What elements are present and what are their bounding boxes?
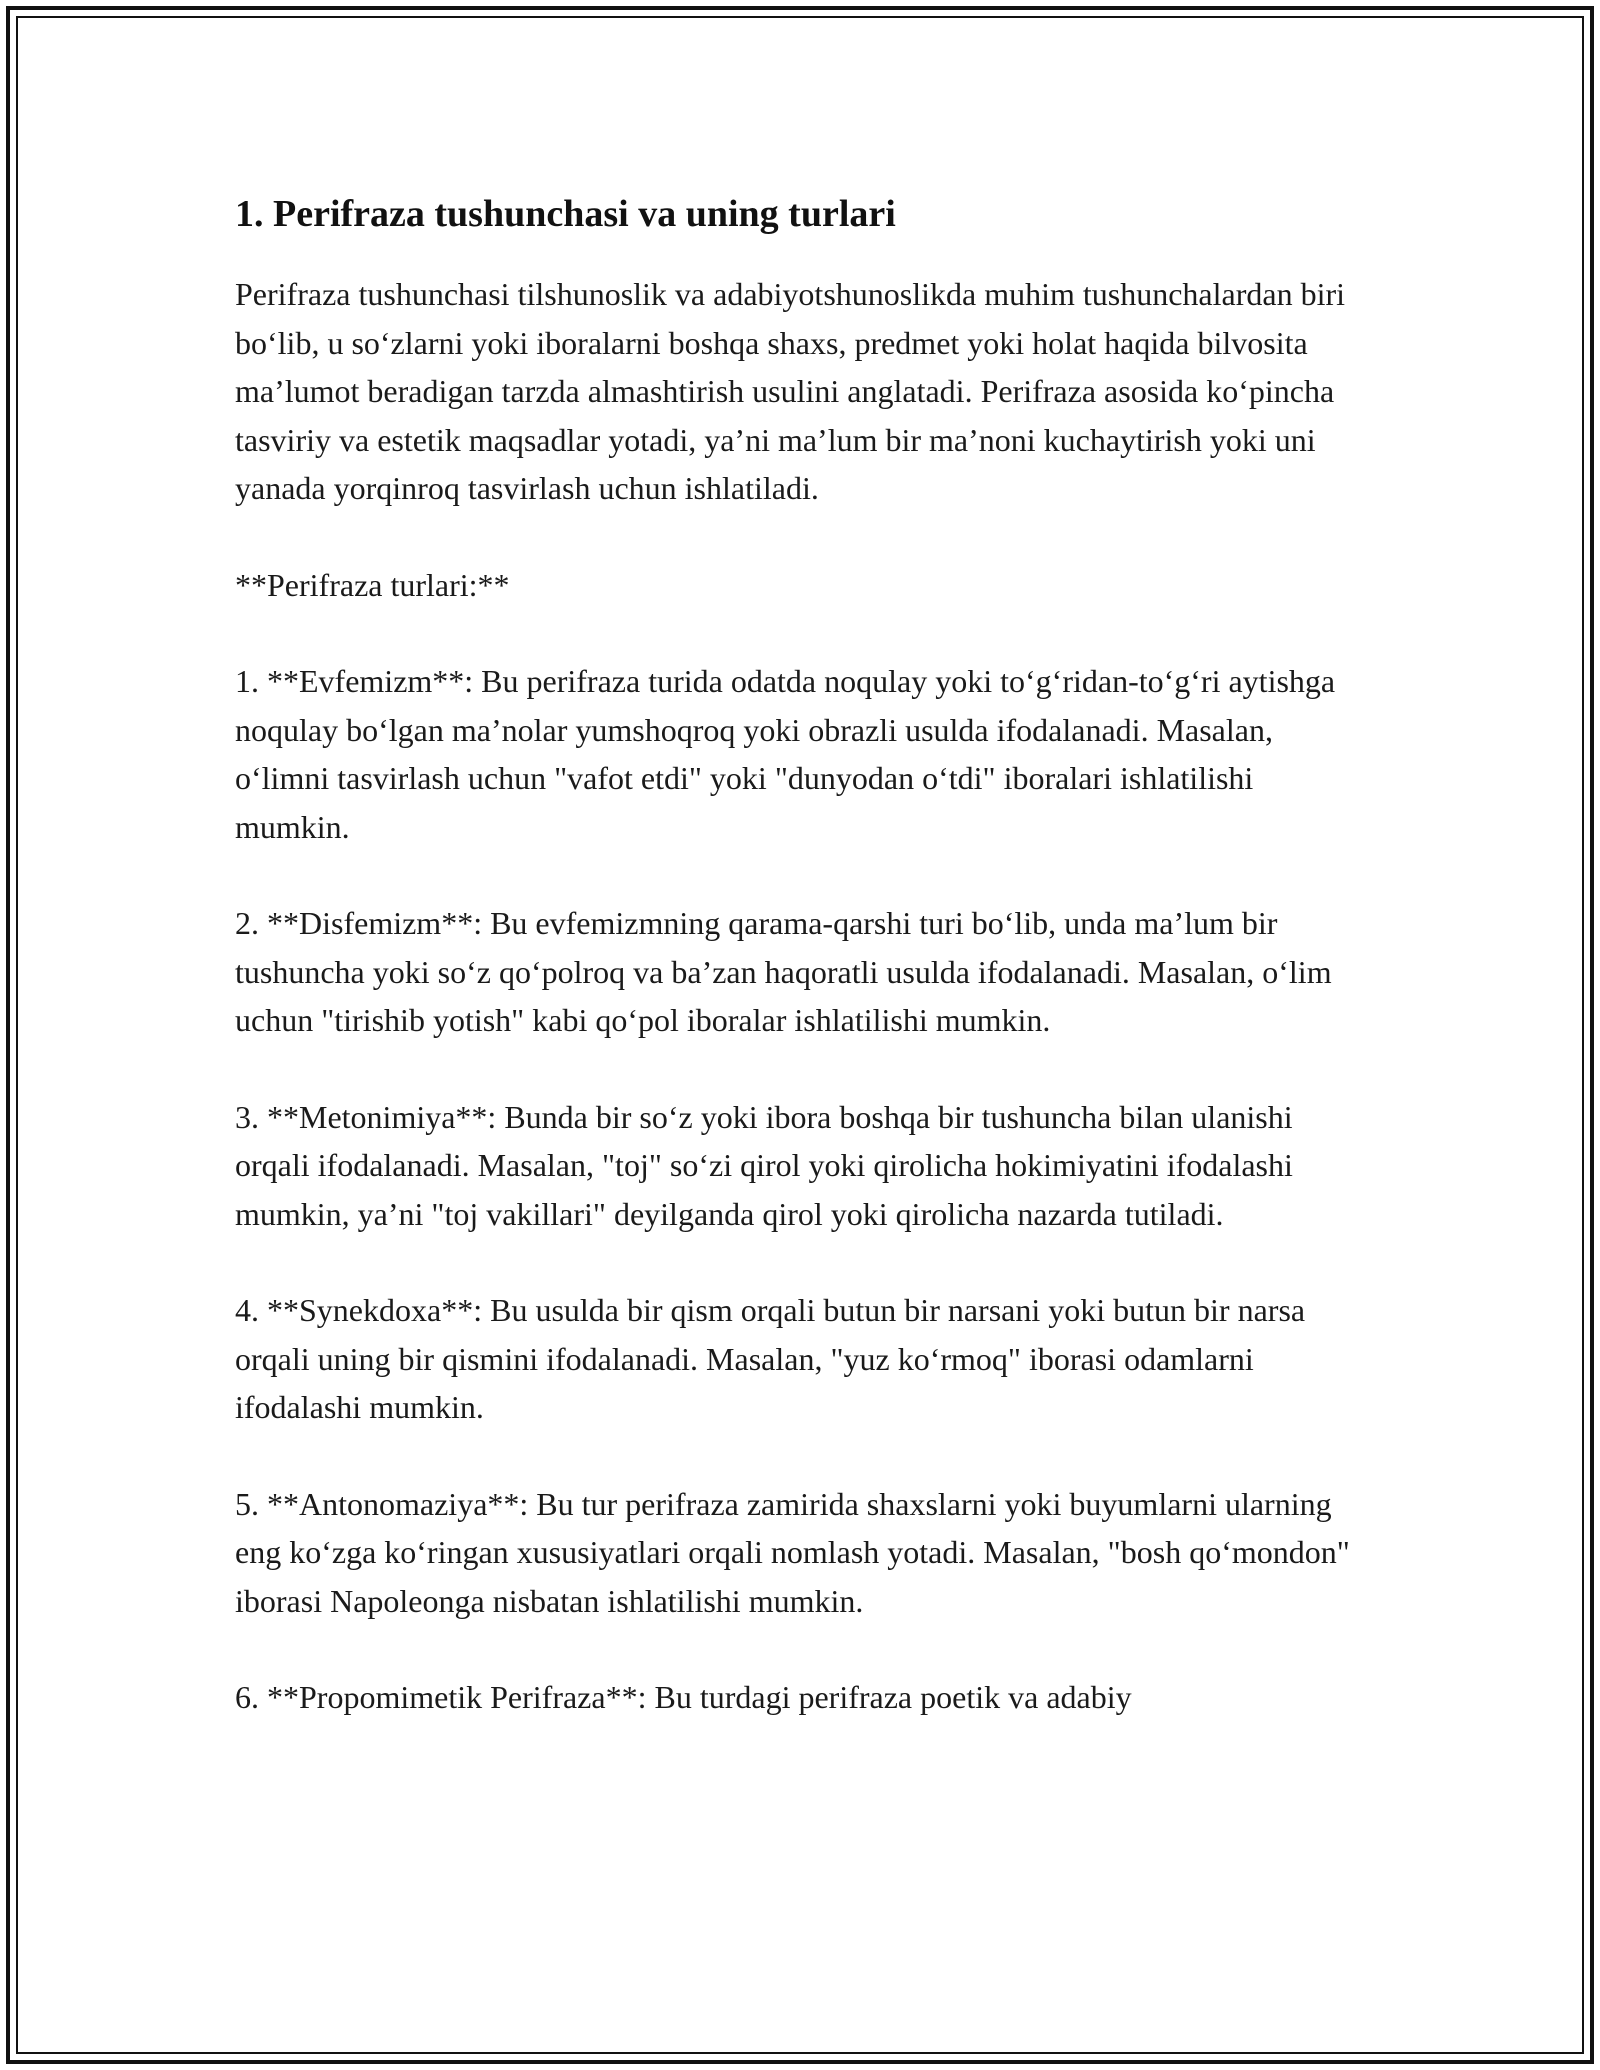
section-heading: 1. Perifraza tushunchasi va uning turlari: [235, 193, 896, 235]
list-item-evfemizm: 1. **Evfemizm**: Bu perifraza turida odatda noqulay yoki to‘g‘ridan-to‘g‘ri aytishga noqulay bo‘lgan ma’nolar yumshoqroq yoki obrazli usulda ifodalanadi. Masalan, o‘limni tasvirlash uchun "vafot etdi" yoki "dunyodan o‘tdi" iboralari ishlatilishi mumkin.: [235, 663, 1336, 845]
list-item-disfemizm: 2. **Disfemizm**: Bu evfemizmning qarama-qarshi turi bo‘lib, unda ma’lum bir tushuncha yoki so‘z qo‘polroq va ba’zan haqoratli usulda ifodalanadi. Masalan, o‘lim uchun "tirishib yotish" kabi qo‘pol iboralar ishlatilishi mumkin.: [235, 905, 1332, 1038]
document-body: [235, 188, 1375, 1770]
list-item-metonimiya: 3. **Metonimiya**: Bunda bir so‘z yoki ibora boshqa bir tushuncha bilan ulanishi orqali ifodalanadi. Masalan, "toj" so‘zi qirol yoki qirolicha hokimiyatini ifodalashi mumkin, ya’ni "toj vakillari" deyilganda qirol yoki qirolicha nazarda tutiladi.: [235, 1098, 1293, 1232]
intro-paragraph: Perifraza tushunchasi tilshunoslik va adabiyotshunoslikda muhim tushunchalardan biri bo‘lib, u so‘zlarni yoki iboralarni boshqa shaxs, predmet yoki holat haqida bilvosita ma’lumot beradigan tarzda almashtirish usulini anglatadi. Perifraza asosida ko‘pincha tasviriy va estetik maqsadlar yotadi, ya’ni ma’lum bir ma’noni kuchaytirish yoki uni yanada yorqinroq tasvirlash uchun ishlatiladi.: [235, 276, 1346, 506]
list-item-propomimetik: 6. **Propomimetik Perifraza**: Bu turdagi perifraza poetik va adabiy: [235, 1679, 1132, 1715]
types-heading-paragraph: **Perifraza turlari:**: [235, 566, 510, 603]
list-item-synekdoxa: 4. **Synekdoxa**: Bu usulda bir qism orqali butun bir narsani yoki butun bir narsa orqali uning bir qismini ifodalanadi. Masalan, "yuz ko‘rmoq" iborasi odamlarni ifodalashi mumkin.: [235, 1292, 1306, 1425]
list-item-antonomaziya: 5. **Antonomaziya**: Bu tur perifraza zamirida shaxslarni yoki buyumlarni ularning eng ko‘zga ko‘ringan xususiyatlari orqali nomlash yotadi. Masalan, "bosh qo‘mondon" iborasi Napoleonga nisbatan ishlatilishi mumkin.: [235, 1485, 1350, 1619]
